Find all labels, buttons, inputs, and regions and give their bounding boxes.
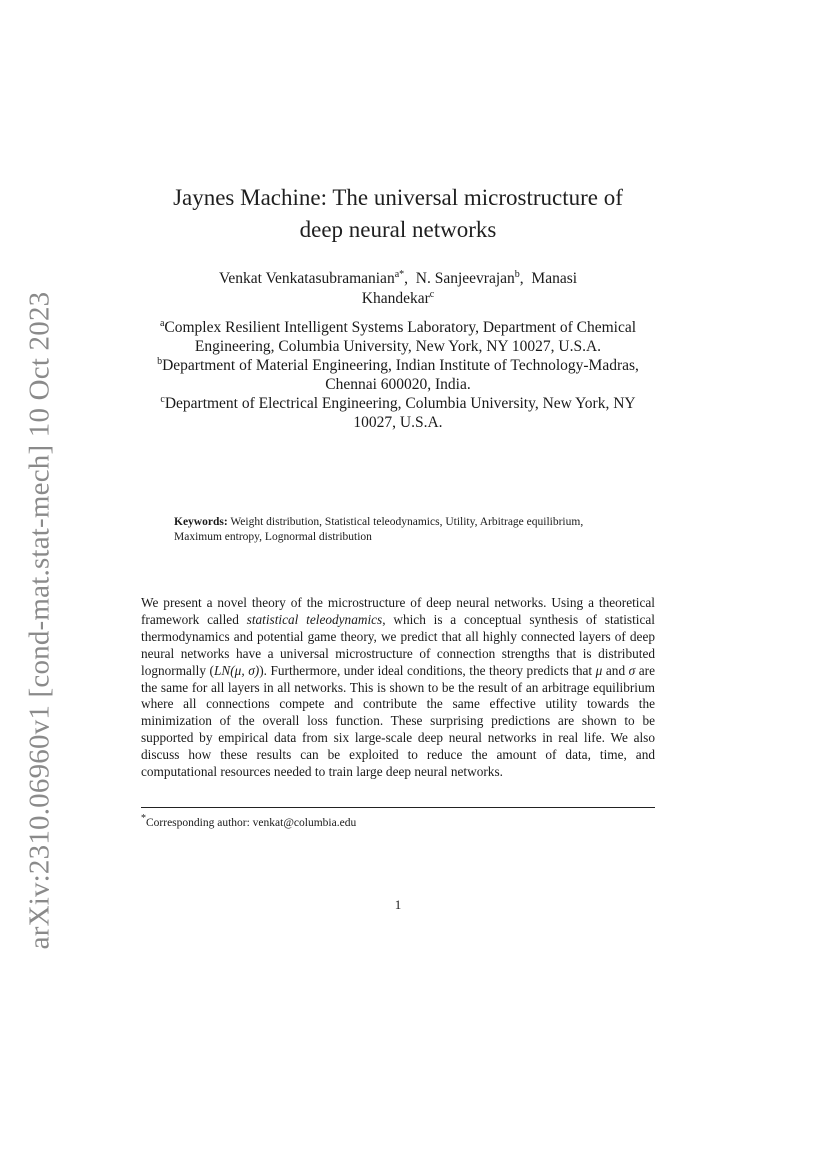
author-3-name-part1: Manasi (531, 270, 578, 287)
abstract (141, 595, 655, 781)
title-line-1: Jaynes Machine: The universal microstructure of (173, 185, 623, 210)
author-list: Venkat Venkatasubramanian$^{a*}$, N. Sanjeevrajan$^b$, Manasi Khandekar$^c$ (218, 268, 578, 307)
affiliation-c (140, 394, 656, 432)
abstract-italic-2: LN(μ, σ) (213, 662, 260, 678)
arxiv-stamp-text: arXiv:2310.06960v1 [cond-mat.stat-mech] 10 Oct 2023 (23, 291, 56, 949)
author-1-name: Venkat Venkatasubramanian (218, 270, 395, 287)
affiliation-b-mark: b (157, 355, 163, 367)
abstract-part-4: and (602, 662, 629, 678)
footnote (141, 813, 357, 830)
abstract-part-1: We present a novel theory of the microstructure of deep neural networks. Using a theoretical framework called (141, 595, 655, 627)
author-3-mark: c (429, 288, 435, 300)
affiliations (140, 318, 656, 432)
affiliation-a-text: Complex Resilient Intelligent Systems Laboratory, Department of Chemical Engineering, Columbia University, New York, NY 10027, U.S.A. (164, 319, 637, 355)
affiliation-a-mark: a (159, 317, 165, 329)
abstract-part-2: , which is a conceptual synthesis of statistical thermodynamics and potential game theory, we predict that all highly connected layers of deep neural networks have a universal microstructure of connection strengths that is distributed lognormally ( (141, 611, 655, 678)
affiliation-c-mark: c (160, 393, 165, 405)
affiliation-b-text: Department of Material Engineering, Indian Institute of Technology-Madras, Chennai 600020, India. (162, 357, 639, 393)
abstract-italic-1: statistical teleodynamics (246, 611, 383, 627)
arxiv-side-stamp (18, 291, 62, 949)
keywords (174, 515, 594, 545)
author-1-mark: a* (394, 268, 405, 280)
affiliation-a (140, 318, 656, 356)
abstract-part-5: are the same for all layers in all networks. This is shown to be the result of an arbitrage equilibrium where all connections compete and contribute the same effective utility towards the minimization of the overall loss function. These surprising predictions are shown to be supported by empirical data from six large-scale deep neural networks in real life. We also discuss how these results can be exploited to reduce the amount of data, time, and computational resources needed to train large deep neural networks. (141, 662, 655, 780)
affiliation-c-text: Department of Electrical Engineering, Columbia University, New York, NY 10027, U.S.A. (164, 395, 636, 431)
footnote-rule (141, 807, 655, 808)
footnote-text: Corresponding author: venkat@columbia.edu (146, 817, 357, 829)
abstract-italic-3: μ (595, 662, 603, 678)
page-number: 1 (394, 897, 402, 912)
author-2-name: N. Sanjeevrajan (415, 270, 515, 287)
keywords-text: Weight distribution, Statistical teleodynamics, Utility, Arbitrage equilibrium, Maximum entropy, Lognormal distribution (174, 516, 584, 543)
paper-title (140, 182, 656, 246)
abstract-part-3: ). Furthermore, under ideal conditions, the theory predicts that (259, 662, 596, 678)
footnote-mark: * (141, 813, 146, 825)
abstract-italic-4: σ (628, 662, 636, 678)
affiliation-b (140, 356, 656, 394)
title-line-2: deep neural networks (299, 217, 497, 242)
author-2-mark: b (514, 268, 520, 280)
author-3-name-part2: Khandekar (361, 290, 430, 307)
keywords-label: Keywords: (174, 516, 228, 528)
